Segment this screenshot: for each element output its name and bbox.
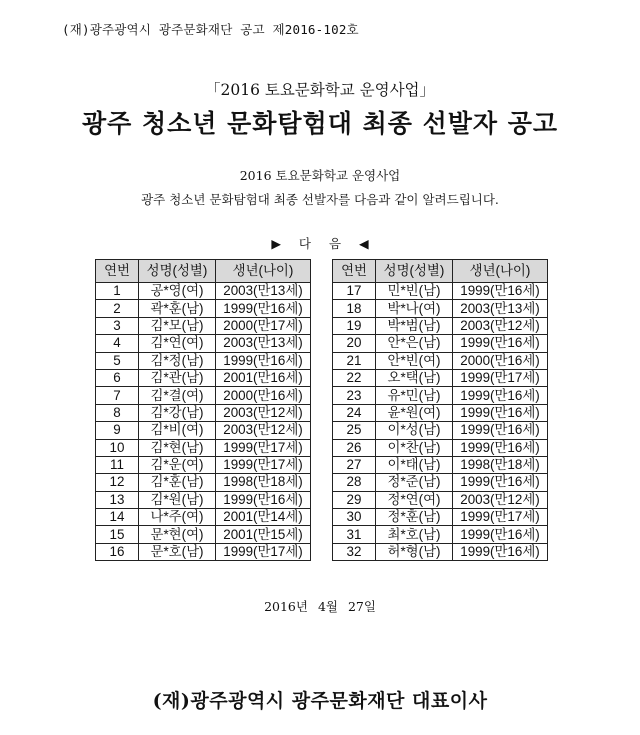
table-row	[333, 491, 548, 508]
roster-body-right	[333, 283, 548, 561]
member-name: 김*정(남)	[139, 352, 216, 369]
birth-year-age: 2003(만13세)	[216, 283, 311, 300]
row-number: 10	[96, 439, 139, 456]
row-number: 25	[333, 422, 376, 439]
intro-line-1: 2016 토요문화학교 운영사업	[239, 168, 401, 183]
member-name: 이*성(남)	[376, 422, 453, 439]
table-row	[333, 352, 548, 369]
table-row	[96, 404, 311, 421]
table-row	[96, 543, 311, 560]
member-name: 공*영(여)	[139, 283, 216, 300]
table-row	[333, 387, 548, 404]
member-name: 문*현(여)	[139, 526, 216, 543]
row-number: 3	[96, 317, 139, 334]
member-name: 김*현(남)	[139, 439, 216, 456]
member-name: 문*호(남)	[139, 543, 216, 560]
member-name: 김*훈(남)	[139, 474, 216, 491]
table-row	[96, 491, 311, 508]
birth-year-age: 2000(만16세)	[453, 352, 548, 369]
row-number: 11	[96, 456, 139, 473]
birth-year-age: 2003(만13세)	[216, 335, 311, 352]
table-row	[333, 543, 548, 560]
table-row	[96, 335, 311, 352]
member-name: 유*민(남)	[376, 387, 453, 404]
column-header-name: 성명(성별)	[376, 260, 453, 283]
birth-year-age: 2003(만12세)	[453, 317, 548, 334]
roster-body-left	[96, 283, 311, 561]
intro-line-2: 광주 청소년 문화탐험대 최종 선발자를 다음과 같이 알려드립니다.	[141, 192, 499, 207]
row-number: 12	[96, 474, 139, 491]
document-number: (재)광주광역시 광주문화재단 공고 제2016-102호	[62, 22, 359, 37]
row-number: 16	[96, 543, 139, 560]
birth-year-age: 1999(만16세)	[216, 352, 311, 369]
member-name: 곽*훈(남)	[139, 300, 216, 317]
row-number: 6	[96, 369, 139, 386]
table-row	[96, 439, 311, 456]
row-number: 28	[333, 474, 376, 491]
row-number: 29	[333, 491, 376, 508]
birth-year-age: 2003(만12세)	[453, 491, 548, 508]
member-name: 김*비(여)	[139, 422, 216, 439]
member-name: 김*관(남)	[139, 369, 216, 386]
column-header-number: 연번	[96, 260, 139, 283]
member-name: 나*주(여)	[139, 509, 216, 526]
birth-year-age: 1999(만16세)	[216, 300, 311, 317]
row-number: 1	[96, 283, 139, 300]
member-name: 정*준(남)	[376, 474, 453, 491]
member-name: 이*태(남)	[376, 456, 453, 473]
birth-year-age: 1999(만16세)	[216, 491, 311, 508]
roster-table-left	[95, 259, 311, 561]
birth-year-age: 1999(만17세)	[216, 439, 311, 456]
birth-year-age: 2003(만12세)	[216, 422, 311, 439]
member-name: 김*원(남)	[139, 491, 216, 508]
member-name: 박*나(여)	[376, 300, 453, 317]
table-row	[333, 439, 548, 456]
birth-year-age: 1999(만16세)	[453, 474, 548, 491]
row-number: 17	[333, 283, 376, 300]
birth-year-age: 1999(만17세)	[453, 369, 548, 386]
row-number: 15	[96, 526, 139, 543]
table-row	[96, 387, 311, 404]
birth-year-age: 1999(만16세)	[453, 387, 548, 404]
column-header-birth: 생년(나이)	[216, 260, 311, 283]
birth-year-age: 1999(만17세)	[216, 543, 311, 560]
table-row	[96, 456, 311, 473]
table-row	[333, 526, 548, 543]
table-row	[333, 300, 548, 317]
member-name: 오*택(남)	[376, 369, 453, 386]
row-number: 7	[96, 387, 139, 404]
row-number: 2	[96, 300, 139, 317]
birth-year-age: 1999(만16세)	[453, 439, 548, 456]
table-row	[96, 317, 311, 334]
birth-year-age: 2000(만17세)	[216, 317, 311, 334]
table-row	[96, 300, 311, 317]
announcement-date: 2016년 4월 27일	[264, 599, 376, 614]
row-number: 22	[333, 369, 376, 386]
table-row	[96, 509, 311, 526]
birth-year-age: 1999(만17세)	[453, 509, 548, 526]
member-name: 이*찬(남)	[376, 439, 453, 456]
row-number: 5	[96, 352, 139, 369]
member-name: 박*범(남)	[376, 317, 453, 334]
column-header-name: 성명(성별)	[139, 260, 216, 283]
table-row	[333, 404, 548, 421]
birth-year-age: 1999(만16세)	[453, 543, 548, 560]
member-name: 정*훈(남)	[376, 509, 453, 526]
member-name: 정*연(여)	[376, 491, 453, 508]
member-name: 최*호(남)	[376, 526, 453, 543]
birth-year-age: 1998(만18세)	[216, 474, 311, 491]
member-name: 김*강(남)	[139, 404, 216, 421]
row-number: 8	[96, 404, 139, 421]
sub-title: 「2016 토요문화학교 운영사업」	[204, 81, 436, 99]
birth-year-age: 2003(만12세)	[216, 404, 311, 421]
table-header-row	[96, 260, 311, 283]
row-number: 30	[333, 509, 376, 526]
table-row	[96, 422, 311, 439]
table-header-row	[333, 260, 548, 283]
member-name: 안*은(남)	[376, 335, 453, 352]
birth-year-age: 1999(만16세)	[453, 526, 548, 543]
birth-year-age: 2001(만16세)	[216, 369, 311, 386]
row-number: 32	[333, 543, 376, 560]
row-number: 19	[333, 317, 376, 334]
birth-year-age: 1998(만18세)	[453, 456, 548, 473]
row-number: 13	[96, 491, 139, 508]
row-number: 26	[333, 439, 376, 456]
birth-year-age: 1999(만16세)	[453, 422, 548, 439]
roster-table-right	[332, 259, 548, 561]
birth-year-age: 1999(만16세)	[453, 335, 548, 352]
member-name: 김*연(여)	[139, 335, 216, 352]
table-row	[96, 526, 311, 543]
row-number: 31	[333, 526, 376, 543]
issuer-name: (재)광주광역시 광주문화재단 대표이사	[152, 690, 488, 712]
row-number: 9	[96, 422, 139, 439]
birth-year-age: 2001(만15세)	[216, 526, 311, 543]
column-header-number: 연번	[333, 260, 376, 283]
table-row	[96, 474, 311, 491]
birth-year-age: 2000(만16세)	[216, 387, 311, 404]
birth-year-age: 2003(만13세)	[453, 300, 548, 317]
birth-year-age: 1999(만16세)	[453, 404, 548, 421]
row-number: 21	[333, 352, 376, 369]
member-name: 안*빈(여)	[376, 352, 453, 369]
birth-year-age: 1999(만17세)	[216, 456, 311, 473]
table-row	[333, 509, 548, 526]
member-name: 김*결(여)	[139, 387, 216, 404]
table-row	[333, 369, 548, 386]
row-number: 4	[96, 335, 139, 352]
column-header-birth: 생년(나이)	[453, 260, 548, 283]
list-divider-label: ▶ 다 음 ◀	[271, 236, 369, 251]
row-number: 24	[333, 404, 376, 421]
member-name: 윤*원(여)	[376, 404, 453, 421]
table-row	[333, 317, 548, 334]
table-row	[96, 369, 311, 386]
row-number: 27	[333, 456, 376, 473]
member-name: 김*운(여)	[139, 456, 216, 473]
table-row	[96, 283, 311, 300]
row-number: 23	[333, 387, 376, 404]
table-row	[333, 335, 548, 352]
row-number: 20	[333, 335, 376, 352]
member-name: 민*빈(남)	[376, 283, 453, 300]
table-row	[96, 352, 311, 369]
table-row	[333, 456, 548, 473]
table-row	[333, 474, 548, 491]
member-name: 김*모(남)	[139, 317, 216, 334]
birth-year-age: 2001(만14세)	[216, 509, 311, 526]
member-name: 허*형(남)	[376, 543, 453, 560]
page-title: 광주 청소년 문화탐험대 최종 선발자 공고	[81, 109, 559, 138]
row-number: 14	[96, 509, 139, 526]
table-row	[333, 283, 548, 300]
birth-year-age: 1999(만16세)	[453, 283, 548, 300]
table-row	[333, 422, 548, 439]
row-number: 18	[333, 300, 376, 317]
